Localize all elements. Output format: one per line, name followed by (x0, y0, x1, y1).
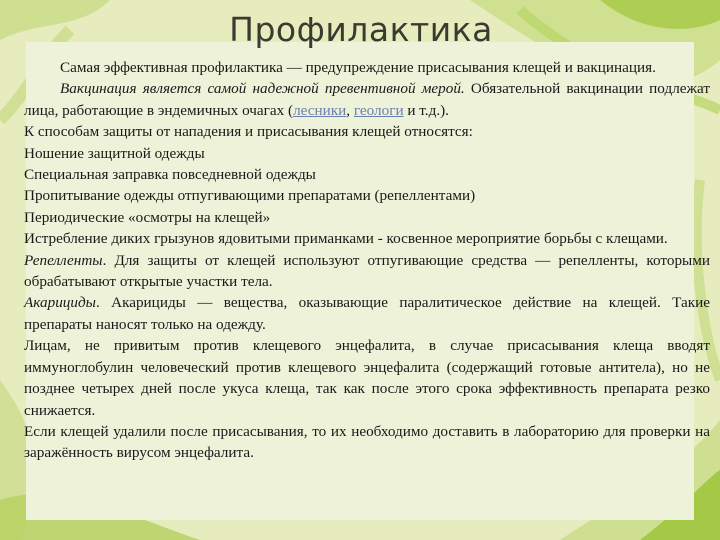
slide-title: Профилактика (229, 10, 493, 49)
repellents-paragraph (24, 250, 710, 293)
methods-intro: К способам защиты от нападения и присасывания клещей относятся: (24, 123, 473, 141)
laboratory-paragraph: Если клещей удалили после присасывания, то их необходимо доставить в лабораторию для проверки на заражённость вирусом энцефалита. (24, 422, 710, 462)
list-item: Истребление диких грызунов ядовитыми приманками - косвенное мероприятие борьбы с клещами. (24, 230, 668, 248)
vaccination-text: Обязательной вакцинации подлежат лица, работающие в эндемичных очагах ( (24, 80, 710, 119)
link-separator: , (346, 101, 354, 119)
list-item: Ношение защитной одежды (24, 144, 205, 162)
acaricides-text: . Акарициды — вещества, оказывающие паралитическое действие на клещей. Такие препараты наносят только на одежду. (24, 294, 710, 333)
slide-body (24, 57, 710, 464)
immunoglobulin-paragraph: Лицам, не привитым против клещевого энцефалита, в случае присасывания клеща вводят иммуноглобулин человеческий против клещевого энцефалита (содержащий готовые антитела), но не позднее четырех дней после укуса клеща, так как после этого срока эффективность препарата резко снижается. (24, 337, 710, 419)
vaccination-paragraph (24, 78, 710, 121)
acaricides-italic: Акарициды (24, 294, 96, 312)
link-lesniki[interactable]: лесники (293, 101, 347, 119)
intro-paragraph: Самая эффективная профилактика — предупреждение присасывания клещей и вакцинация. (60, 59, 656, 76)
link-geologi[interactable]: геологи (353, 101, 404, 119)
list-item: Пропитывание одежды отпугивающими препаратами (репеллентами) (24, 187, 476, 205)
list-item: Периодические «осмотры на клещей» (24, 208, 271, 226)
repellents-italic: Репелленты (24, 251, 103, 269)
acaricides-paragraph (24, 292, 710, 335)
list-item: Специальная заправка повседневной одежды (24, 166, 316, 184)
repellents-text: . Для защиты от клещей используют отпугивающие средства — репелленты, которыми обрабатывают открытые участки тела. (24, 251, 710, 291)
vaccination-end: и т.д.). (403, 101, 449, 119)
vaccination-italic: Вакцинация является самой надежной превентивной мерой. (60, 80, 465, 98)
